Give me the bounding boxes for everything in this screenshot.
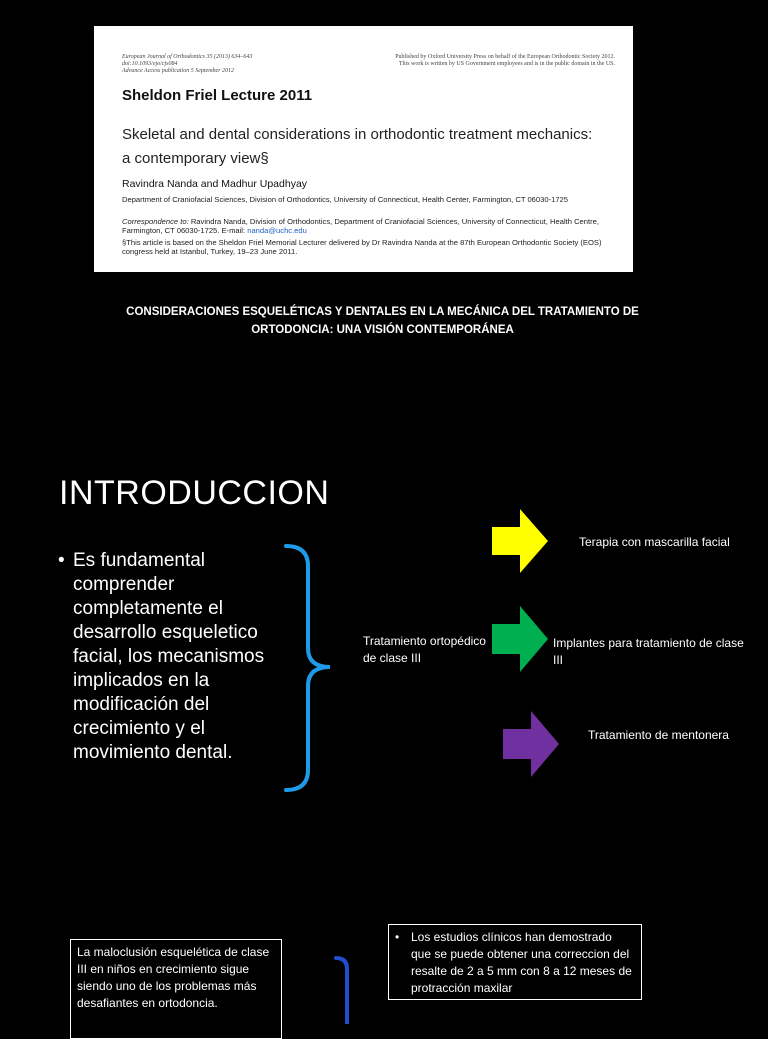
intro-bullet: [58, 549, 288, 765]
section-heading: INTRODUCCION: [59, 474, 330, 512]
author-affiliation: Department of Craniofacial Sciences, Division of Orthodontics, University of Connecticut, Health Center, Farmington, CT 06030-1725: [122, 195, 568, 204]
text-box-maloclusion: La maloclusión esquelética de clase III en niños en crecimiento sigue siendo uno de los problemas más desafiantes en ortodoncia.: [70, 939, 282, 1039]
email-link[interactable]: nanda@uchc.edu: [247, 226, 307, 236]
diagram-item-3-label: Tratamiento de mentonera: [588, 728, 729, 742]
publisher-line-1: Published by Oxford University Press on behalf of the European Orthodontic Society 2012.: [395, 54, 615, 60]
publisher-note: [365, 54, 615, 68]
curly-brace-icon: [334, 955, 354, 1024]
text-box-estudios-text: Los estudios clínicos han demostrado que se puede obtener una correccion del resalte de 2 a 5 mm con 8 a 12 meses de protracción maxilar: [411, 930, 632, 995]
diagram-item-2-label: Implantes para tratamiento de clase III: [553, 636, 744, 667]
doi-line: doi:10.1093/ejo/cjs084: [122, 61, 178, 67]
diagram-center-label: Tratamiento ortopédico de clase III: [363, 634, 486, 665]
spanish-title: CONSIDERACIONES ESQUELÉTICAS Y DENTALES EN LA MECÁNICA DEL TRATAMIENTO DE ORTODONCIA: UNA VISIÓN CONTEMPORÁNEA: [126, 306, 639, 336]
article-authors: Ravindra Nanda and Madhur Upadhyay: [122, 178, 308, 190]
lecture-title: Sheldon Friel Lecture 2011: [122, 87, 313, 104]
curly-brace-icon: [282, 542, 332, 797]
publisher-line-2: This work is written by US Government employees and is in the public domain in the US.: [398, 61, 615, 67]
green-arrow-icon: [492, 606, 550, 672]
journal-metadata: [122, 54, 252, 75]
article-title: Skeletal and dental considerations in orthodontic treatment mechanics: a contemporary view§: [122, 126, 593, 167]
bullet-icon: •: [395, 930, 400, 944]
journal-line: European Journal of Orthodontics 35 (2013) 634–643: [122, 54, 253, 60]
text-box-estudios: [388, 924, 642, 1000]
correspondence-text: Ravindra Nanda, Division of Orthodontics, Department of Craniofacial Sciences, University of Connecticut, Health Centre, Farmington, CT 06030-1725. E-mail:: [122, 217, 599, 236]
article-footnote: §This article is based on the Sheldon Friel Memorial Lecturer delivered by Dr Ravindra Nanda at the 87th European Orthodontic Society (EOS) congress held at Istanbul, Turkey, 19–23 June 2011.: [122, 238, 602, 257]
article-header-image: [94, 26, 633, 272]
intro-bullet-text: Es fundamental comprender completamente el desarrollo esqueletico facial, los mecanismos implicados en la modificación del crecimiento y el movimiento dental.: [73, 550, 265, 763]
purple-arrow-icon: [503, 711, 561, 777]
advance-access-line: Advance Access publication 5 September 2012: [122, 68, 235, 74]
correspondence-label: Correspondence to:: [122, 217, 189, 226]
bullet-icon: •: [58, 550, 65, 571]
yellow-arrow-icon: [492, 509, 550, 574]
correspondence: [122, 217, 627, 236]
diagram-item-1-label: Terapia con mascarilla facial: [579, 535, 730, 549]
